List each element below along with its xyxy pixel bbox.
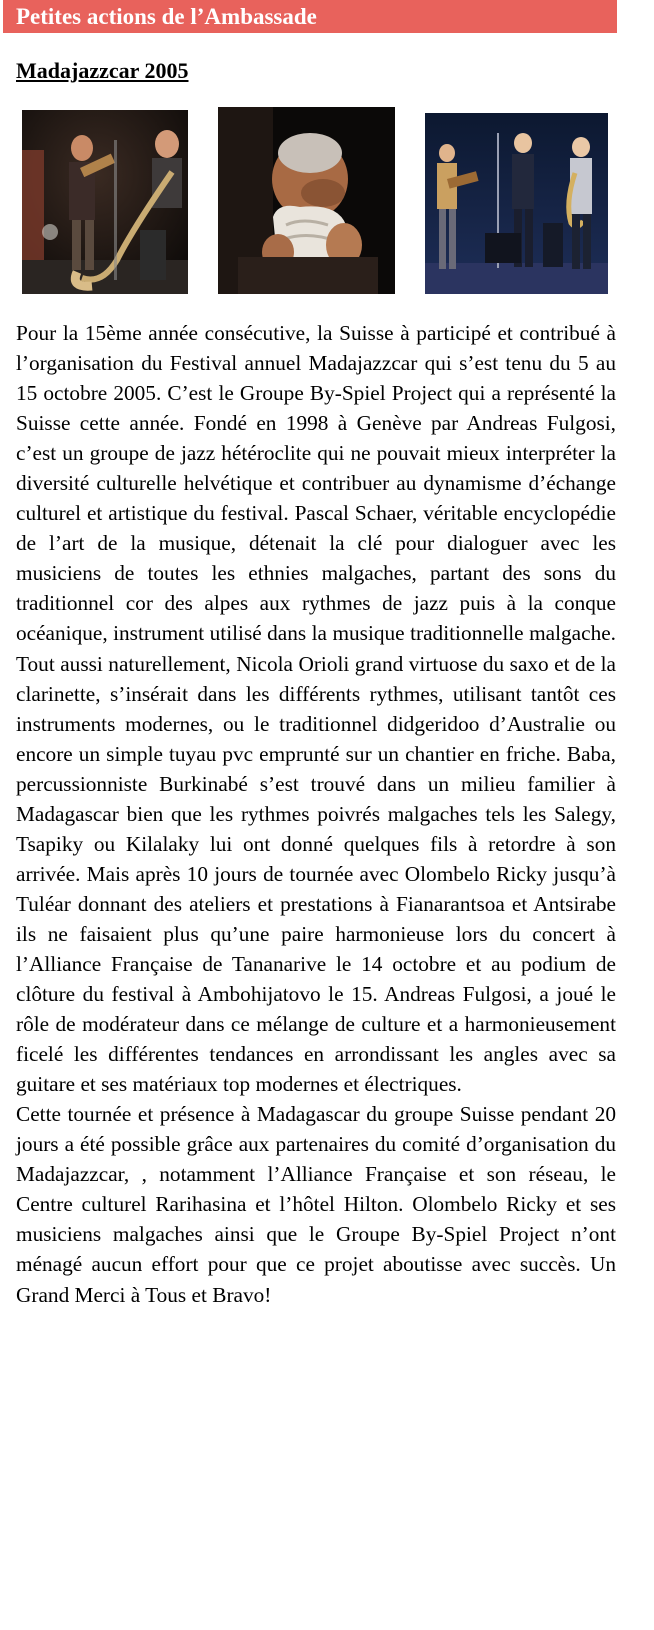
concert-photo-conch-shell: [218, 107, 395, 294]
concert-photo-alphorn-guitar: [22, 110, 188, 294]
article-paragraph-2: Cette tournée et présence à Madagascar du groupe Suisse pendant 20 jours a été possible grâce aux partenaires du comité d’organisation du Madajazzcar, , notamment l’Alliance Française et son réseau, le Centre culturel Rarihasina et l’hôtel Hilton. Olombelo Ricky et ses musiciens malgaches ainsi que le Groupe By-Spiel Project n’ont ménagé aucun effort pour que ce projet aboutisse avec succès. Un Grand Merci à Tous et Bravo!: [16, 1102, 616, 1307]
article-paragraph-1: Pour la 15ème année consécutive, la Suisse à participé et contribué à l’organisation du Festival annuel Madajazzcar qui s’est tenu du 5 au 15 octobre 2005. C’est le Groupe By-Spiel Project qui a représenté la Suisse cette année. Fondé en 1998 à Genève par Andreas Fulgosi, c’est un groupe de jazz hétéroclite qui ne pouvait mieux interpréter la diversité culturelle helvétique et contribuer au dynamisme d’échange culturel et artistique du festival. Pascal Schaer, véritable encyclopédie de l’art de la musique, détenait la clé pour dialoguer avec les musiciens de toutes les ethnies malgaches, partant des sons du traditionnel cor des alpes aux rythmes de jazz puis à la conque océanique, instrument utilisé dans la musique traditionnelle malgache. Tout aussi naturellement, Nicola Orioli grand virtuose du saxo et de la clarinette, s’insérait dans les différents rythmes, utilisant tantôt ces instruments modernes, ou le traditionnel didgeridoo d’Australie ou encore un simple tuyau pvc emprunté sur un chantier en friche. Baba, percussionniste Burkinabé s’est trouvé dans un milieu familier à Madagascar bien que les rythmes poivrés malgaches tels les Salegy, Tsapiky ou Kilalaky lui ont donné quelques fils à retordre à son arrivée. Mais après 10 jours de tournée avec Olombelo Ricky jusqu’à Tuléar donnant des ateliers et prestations à Fianarantsoa et Antsirabe ils ne faisaient plus qu’une paire harmonieuse lors du concert à l’Alliance Française de Tananarive le 14 octobre et au podium de clôture du festival à Ambohijatovo le 15. Andreas Fulgosi, a joué le rôle de modérateur dans ce mélange de culture et a harmonieusement ficelé les différentes tendances en arrondissant les angles avec sa guitare et ses matériaux top modernes et électriques.: [16, 321, 616, 1097]
section-header-title: Petites actions de l’Ambassade: [16, 4, 317, 29]
article-body: [16, 318, 616, 1310]
concert-photo-band-on-stage: [425, 113, 608, 294]
article-title: Madajazzcar 2005: [16, 58, 189, 83]
